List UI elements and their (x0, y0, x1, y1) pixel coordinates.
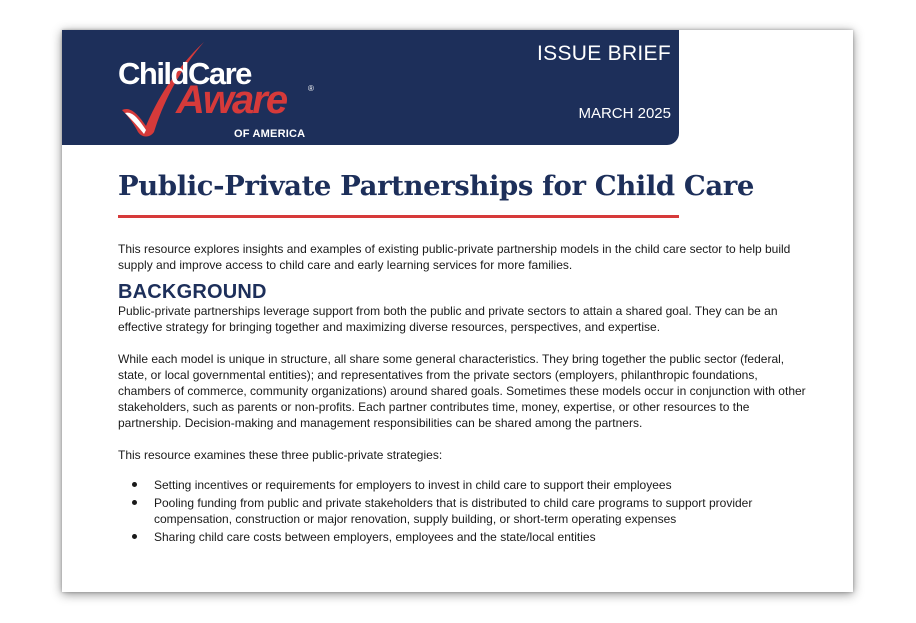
bullet-icon (132, 482, 137, 487)
background-paragraph-2: While each model is unique in structure, all share some general characteristics. They bring together the public sector (federal, state, or local governmental entities); and representatives from the private sectors (employers, philanthropic foundations, chambers of commerce, community organizations) around shared goals. Sometimes these models occur in conjunction with other stakeholders, such as parents or non-profits. Each partner contributes time, money, expertise, or other resources to the partnership. Decision-making and management responsibilities can be shared among the partners. (118, 352, 806, 430)
list-item-text: Pooling funding from public and private stakeholders that is distributed to child care programs to support provider compensation, construction or major renovation, supply building, or short-term operating expenses (154, 496, 753, 526)
list-item (154, 477, 808, 493)
background-paragraph-1: Public-private partnerships leverage support from both the public and private sectors to attain a shared goal. They can be an effective strategy for bringing together and maximizing diverse resources, perspectives, and expertise. (118, 304, 778, 334)
page-title: Public-Private Partnerships for Child Care (118, 170, 754, 202)
doc-type-label: ISSUE BRIEF (537, 42, 671, 65)
document-page (62, 30, 853, 592)
list-item (154, 529, 808, 545)
logo-text-childcare: ChildCare (118, 56, 251, 91)
logo-text-aware: Aware (176, 78, 287, 122)
list-item (154, 495, 808, 527)
bullet-icon (132, 534, 137, 539)
title-underline (118, 215, 679, 218)
child-care-aware-logo (116, 36, 326, 140)
intro-paragraph: This resource explores insights and examples of existing public-private partnership models in the child care sector to help build supply and improve access to child care and early learning services for more families. (118, 242, 791, 272)
publication-date: MARCH 2025 (578, 105, 671, 122)
list-item-text: Sharing child care costs between employers, employees and the state/local entities (154, 530, 596, 544)
background-paragraph-3: This resource examines these three public-private strategies: (118, 448, 443, 462)
document-body (118, 241, 808, 547)
registered-mark: ® (308, 84, 314, 93)
logo-text-of-america: OF AMERICA (234, 128, 306, 140)
section-heading-background: BACKGROUND (118, 281, 267, 303)
header-banner (62, 30, 679, 145)
list-item-text: Setting incentives or requirements for employers to invest in child care to support their employees (154, 478, 672, 492)
strategies-list (118, 477, 808, 545)
bullet-icon (132, 500, 137, 505)
